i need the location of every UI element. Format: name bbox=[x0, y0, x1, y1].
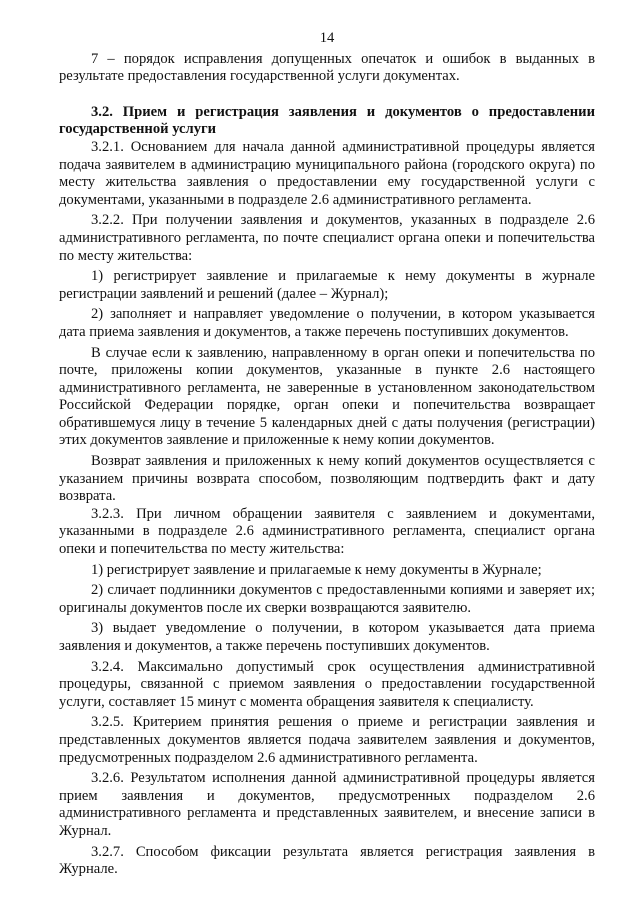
list-item-register-in-journal: 1) регистрирует заявление и прилагаемые к нему документы в Журнале; bbox=[91, 561, 542, 578]
paragraph-3-2-2: 3.2.2. При получении заявления и документов, указанных в подразделе 2.6 административного регламента, по почте специалист органа опеки и попечительства по месту жительства: bbox=[59, 212, 595, 264]
paragraph-3-2-3: 3.2.3. При личном обращении заявителя с заявлением и документами, указанными в подразделе 2.6 административного регламента, специалист органа опеки и попечительства по месту жительства: bbox=[59, 505, 595, 558]
list-item-send-notification: 2) заполняет и направляет уведомление о получении, в котором указывается дата приема заявления и документов, а также перечень поступивших документов. bbox=[59, 306, 595, 340]
section-heading: 3.2. Прием и регистрация заявления и документов о предоставлении государственной услуги bbox=[59, 103, 595, 138]
paragraph-item-7: 7 – порядок исправления допущенных опечаток и ошибок в выданных в результате предоставления государственной услуги документах. bbox=[59, 50, 595, 85]
list-item-register-journal: 1) регистрирует заявление и прилагаемые к нему документы в журнале регистрации заявлений и решений (далее – Журнал); bbox=[59, 268, 595, 302]
list-item-compare-originals: 2) сличает подлинники документов с предоставленными копиями и заверяет их; оригиналы документов после их сверки возвращаются заявителю. bbox=[59, 582, 595, 616]
paragraph-return-reason: Возврат заявления и приложенных к нему копий документов осуществляется с указанием причины возврата способом, позволяющим подтвердить факт и дату возврата. bbox=[59, 453, 595, 505]
paragraph-return-copies: В случае если к заявлению, направленному в орган опеки и попечительства по почте, приложены копии документов, указанные в пункте 2.6 настоящего административного регламента, не заверенные в установленном законодательством Российской Федерации порядке, орган опеки и попечительства возвращает обратившемуся лицу в течение 5 календарных дней с даты получения (регистрации) этих документов заявление и приложенные к нему копии документов. bbox=[59, 344, 595, 449]
paragraph-gap bbox=[59, 86, 595, 104]
paragraph-3-2-1: 3.2.1. Основанием для начала данной административной процедуры является подача заявителем в администрацию муниципального района (городского округа) по месту жительства заявления о предоставлении ему государственной услуги с документами, указанными в подразделе 2.6 административного регламента. bbox=[59, 138, 595, 208]
list-item-issue-notification: 3) выдает уведомление о получении, в котором указывается дата приема заявления и документов, а также перечень поступивших документов. bbox=[59, 620, 595, 654]
paragraph-3-2-6: 3.2.6. Результатом исполнения данной административной процедуры является прием заявления и документов, предусмотренных подразделом 2.6 административного регламента и представленных заявителем, и внесение записи в Журнал. bbox=[59, 770, 595, 839]
paragraph-3-2-7: 3.2.7. Способом фиксации результата является регистрация заявления в Журнале. bbox=[59, 843, 595, 878]
document-page bbox=[59, 30, 595, 879]
paragraph-3-2-4: 3.2.4. Максимально допустимый срок осуществления административной процедуры, связанной с приемом заявления о предоставлении государственной услуги, составляет 15 минут с момента обращения заявителя к специалисту. bbox=[59, 658, 595, 710]
page-number: 14 bbox=[319, 30, 335, 46]
paragraph-3-2-5: 3.2.5. Критерием принятия решения о приеме и регистрации заявления и представленных документов является подача заявителем заявления и документов, предусмотренных подразделом 2.6 административного регламента. bbox=[59, 714, 595, 766]
